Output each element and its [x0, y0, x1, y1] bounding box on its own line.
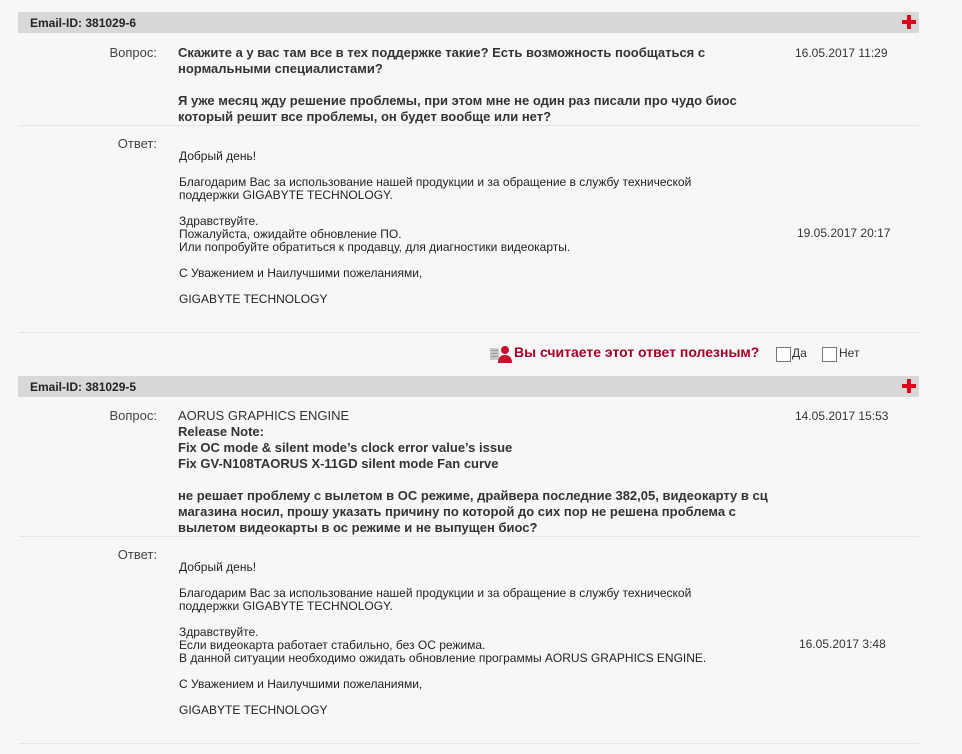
feedback-bar	[490, 342, 910, 364]
answer-line: GIGABYTE TECHNOLOGY	[179, 292, 328, 306]
question-line: Скажите а у вас там все в тех поддержке такие? Есть возможность пообщаться с	[178, 45, 706, 60]
answer-row	[18, 126, 919, 333]
feedback-question: Вы считаете этот ответ полезным?	[514, 344, 760, 360]
question-date: 16.05.2017 11:29	[795, 46, 888, 60]
question-line: Я уже месяц жду решение проблемы, при этом мне не один раз писали про чудо биос	[178, 93, 737, 108]
answer-line: С Уважением и Наилучшими пожеланиями,	[179, 266, 423, 280]
answer-label: Ответ:	[117, 547, 157, 562]
answer-text	[179, 561, 759, 717]
expand-plus-icon[interactable]	[902, 15, 916, 29]
ticket-header	[18, 376, 919, 397]
ticket-id: Email-ID: 381029-6	[30, 16, 137, 30]
feedback-no-label[interactable]: Нет	[839, 346, 860, 360]
answer-line	[179, 613, 759, 626]
answer-line: Благодарим Вас за использование нашей продукции и за обращение в службу технической	[179, 586, 692, 600]
ticket-381029-6	[18, 12, 919, 333]
feedback-no-checkbox[interactable]	[822, 347, 837, 362]
question-text	[178, 45, 778, 125]
answer-line: поддержки GIGABYTE TECHNOLOGY.	[179, 188, 393, 202]
question-label: Вопрос:	[109, 45, 157, 60]
question-line	[178, 77, 778, 93]
answer-date: 19.05.2017 20:17	[797, 226, 891, 240]
question-line: который решит все проблемы, он будет вообще или нет?	[178, 109, 552, 124]
question-line: Fix OC mode & silent mode’s clock error value’s issue	[178, 440, 513, 455]
question-row	[18, 33, 919, 126]
answer-label: Ответ:	[117, 136, 157, 151]
answer-line: Пожалуйста, ожидайте обновление ПО.	[179, 227, 402, 241]
question-label: Вопрос:	[109, 408, 157, 423]
ticket-id: Email-ID: 381029-5	[30, 380, 137, 394]
ticket-header	[18, 12, 919, 33]
answer-line: Здравствуйте.	[179, 214, 259, 228]
answer-line	[179, 202, 759, 215]
answer-line: С Уважением и Наилучшими пожеланиями,	[179, 677, 423, 691]
question-line: вылетом видеокарты в ос режиме и не выпущен биос?	[178, 520, 538, 535]
answer-row	[18, 537, 919, 744]
user-feedback-icon	[490, 345, 512, 363]
question-line: Fix GV-N108TAORUS X-11GD silent mode Fan curve	[178, 456, 499, 471]
answer-line: GIGABYTE TECHNOLOGY	[179, 703, 328, 717]
question-line: магазина носил, прошу указать причину по которой до сих пор не решена проблема с	[178, 504, 736, 519]
answer-date: 16.05.2017 3:48	[799, 637, 886, 651]
question-line	[178, 472, 778, 488]
question-text	[178, 408, 778, 536]
answer-line: Или попробуйте обратиться к продавцу, для диагностики видеокарты.	[179, 240, 571, 254]
answer-line: Здравствуйте.	[179, 625, 259, 639]
answer-line: В данной ситуации необходимо ожидать обновление программы AORUS GRAPHICS ENGINE.	[179, 651, 707, 665]
ticket-381029-5	[18, 376, 919, 744]
answer-text	[179, 150, 759, 306]
answer-line: поддержки GIGABYTE TECHNOLOGY.	[179, 599, 393, 613]
question-date: 14.05.2017 15:53	[795, 409, 889, 423]
question-line: нормальными специалистами?	[178, 61, 383, 76]
answer-line: Добрый день!	[179, 560, 257, 574]
question-line: AORUS GRAPHICS ENGINE	[178, 408, 350, 423]
answer-line: Добрый день!	[179, 149, 257, 163]
question-line: Release Note:	[178, 424, 264, 439]
feedback-yes-label[interactable]: Да	[792, 346, 807, 360]
answer-line: Благодарим Вас за использование нашей продукции и за обращение в службу технической	[179, 175, 692, 189]
question-line: не решает проблему с вылетом в ОС режиме, драйвера последние 382,05, видеокарту в сц	[178, 488, 768, 503]
feedback-yes-checkbox[interactable]	[776, 347, 791, 362]
question-row	[18, 397, 919, 537]
answer-line: Если видеокарта работает стабильно, без ОС режима.	[179, 638, 486, 652]
expand-plus-icon[interactable]	[902, 379, 916, 393]
